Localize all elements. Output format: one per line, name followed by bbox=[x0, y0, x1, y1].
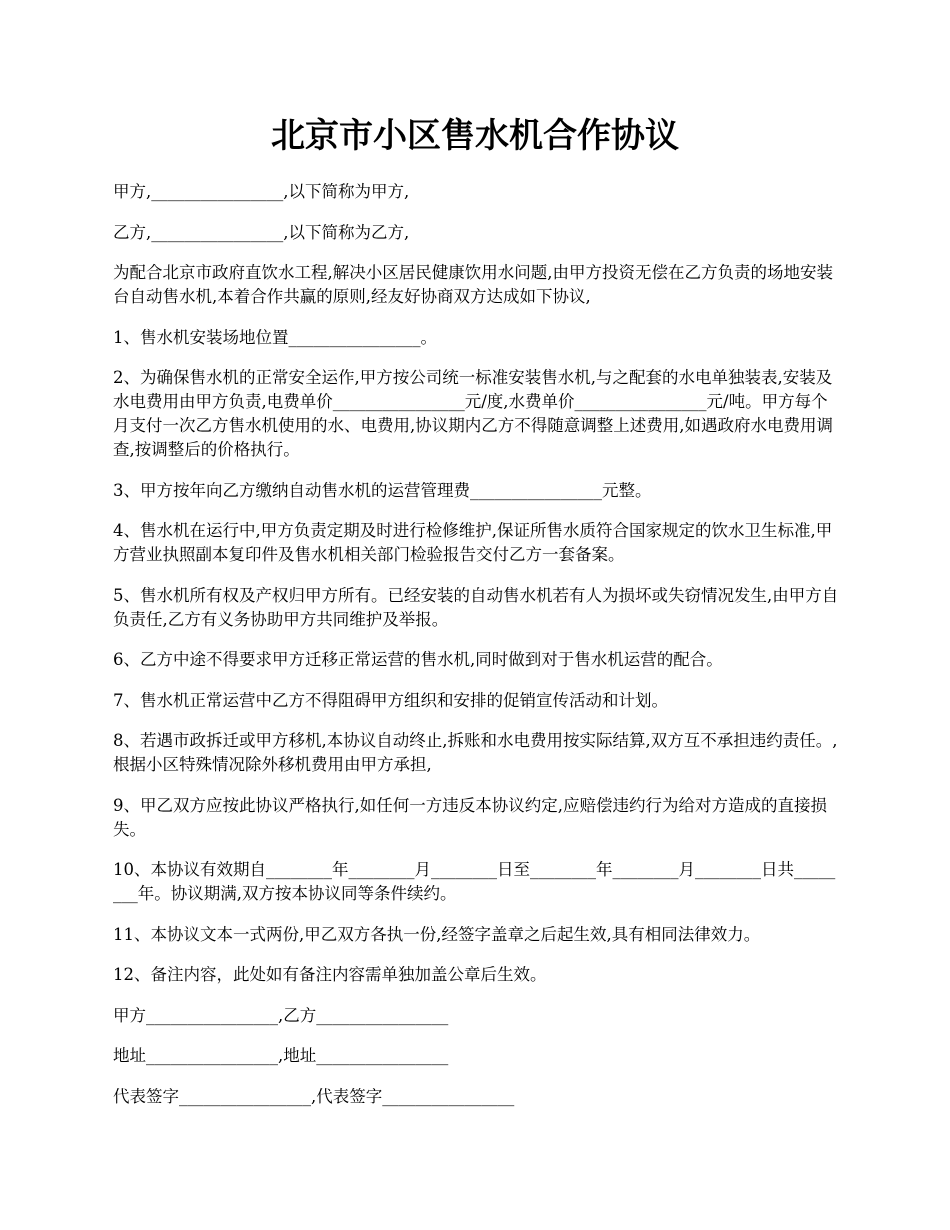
clause-10: 10、本协议有效期自________年________月________日至________年________月________日共________年。协议期满,双方按本协议同等条件续约。 bbox=[113, 860, 836, 903]
clause-4: 4、售水机在运行中,甲方负责定期及时进行检修维护,保证所售水质符合国家规定的饮水卫生标准,甲方营业执照副本复印件及售水机相关部门检验报告交付乙方一套备案。 bbox=[113, 521, 833, 564]
clause-11: 11、本协议文本一式两份,甲乙双方各执一份,经签字盖章之后起生效,具有相同法律效力。 bbox=[113, 924, 761, 944]
clause-3: 3、甲方按年向乙方缴纳自动售水机的运营管理费________________元整。 bbox=[113, 480, 652, 500]
party-a-line: 甲方,________________,以下简称为甲方, bbox=[113, 182, 410, 201]
signature-party-line: 甲方________________,乙方________________ bbox=[113, 1005, 449, 1025]
clause-9: 9、甲乙双方应按此协议严格执行,如任何一方违反本协议约定,应赔偿违约行为给对方造成的直接损失。 bbox=[113, 795, 827, 839]
clause-7: 7、售水机正常运营中乙方不得阻碍甲方组织和安排的促销宣传活动和计划。 bbox=[113, 690, 668, 710]
clause-1: 1、售水机安装场地位置________________。 bbox=[113, 327, 437, 347]
clause-5: 5、售水机所有权及产权归甲方所有。已经安装的自动售水机若有人为损坏或失窃情况发生,由甲方自负责任,乙方有义务协助甲方共同维护及举报。 bbox=[113, 585, 839, 629]
clause-8: 8、若遇市政拆迁或甲方移机,本协议自动终止,拆账和水电费用按实际结算,双方互不承担违约责任。,根据小区特殊情况除外移机费用由甲方承担, bbox=[113, 731, 838, 774]
signature-address-line: 地址________________,地址________________ bbox=[113, 1046, 449, 1065]
signature-representative-line: 代表签字________________,代表签字________________ bbox=[113, 1086, 515, 1106]
party-b-line: 乙方,________________,以下简称为乙方, bbox=[113, 222, 410, 242]
clause-12: 12、备注内容，此处如有备注内容需单独加盖公章后生效。 bbox=[113, 965, 547, 984]
preamble-paragraph: 为配合北京市政府直饮水工程,解决小区居民健康饮用水问题,由甲方投资无偿在乙方负责的场地安装台自动售水机,本着合作共赢的原则,经友好协商双方达成如下协议, bbox=[113, 263, 833, 306]
clause-2: 2、为确保售水机的正常安全运作,甲方按公司统一标准安装售水机,与之配套的水电单独装表,安装及水电费用由甲方负责,电费单价________________元/度,水费单价________________元/吨。甲方每个月支付一次乙方售水机使用的水、电费用,协议期内乙方不得随意调整上述费用,如遇政府水电费用调查,按调整后的价格执行。 bbox=[113, 368, 833, 459]
page-title: 北京市小区售水机合作协议 bbox=[271, 116, 679, 156]
document-body bbox=[113, 180, 843, 1125]
clause-6: 6、乙方中途不得要求甲方迁移正常运营的售水机,同时做到对于售水机运营的配合。 bbox=[113, 650, 723, 669]
